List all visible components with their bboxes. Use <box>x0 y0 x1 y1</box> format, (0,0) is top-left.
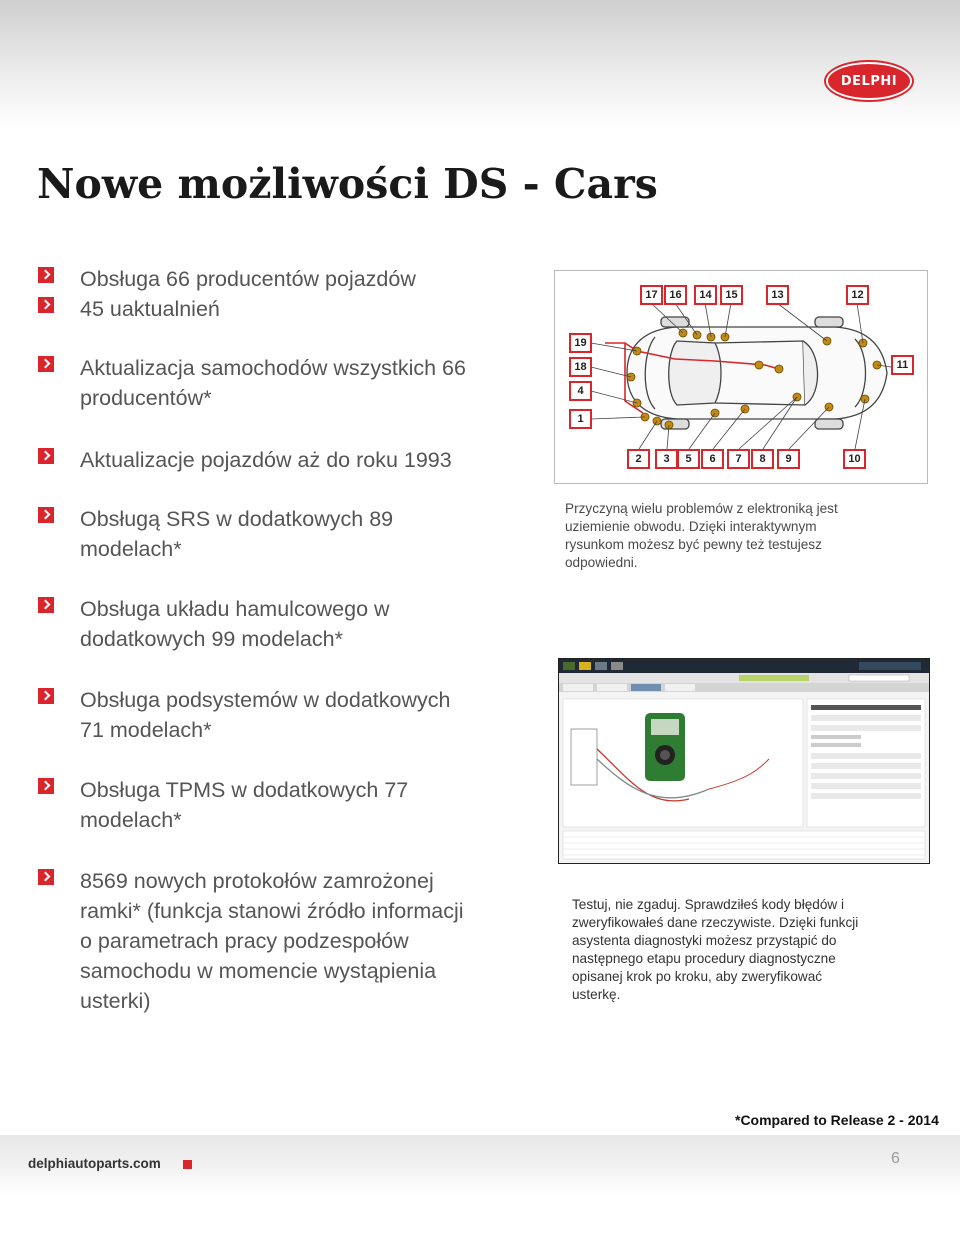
bullet-item <box>38 504 508 564</box>
bullet-text: Aktualizacja samochodów wszystkich 66 producentów* <box>80 356 466 410</box>
bullet-item <box>38 445 508 475</box>
ground-label: 15 <box>720 285 743 305</box>
car-topview-drawing <box>565 281 917 473</box>
ground-label: 5 <box>677 449 700 469</box>
ground-label: 7 <box>727 449 750 469</box>
ground-label: 11 <box>891 355 914 375</box>
bullet-arrow-icon <box>38 356 54 372</box>
bullet-item <box>38 866 538 1016</box>
bullet-arrow-icon <box>38 507 54 523</box>
car-ground-diagram <box>554 270 928 484</box>
bullet-arrow-icon <box>38 448 54 464</box>
ground-label: 8 <box>751 449 774 469</box>
ground-label: 6 <box>701 449 724 469</box>
bullet-text: Obsługa TPMS w dodatkowych 77 modelach* <box>80 778 409 832</box>
bullet-item <box>38 294 508 324</box>
page-number: 6 <box>891 1150 900 1167</box>
footer-website-link[interactable]: delphiautoparts.com <box>28 1156 161 1171</box>
ground-label: 10 <box>843 449 866 469</box>
ground-label: 12 <box>846 285 869 305</box>
bullet-arrow-icon <box>38 778 54 794</box>
ground-label: 1 <box>569 409 592 429</box>
ground-label: 19 <box>569 333 592 353</box>
bullet-text: Obsługa układu hamulcowego w dodatkowych 99 modelach* <box>80 597 390 651</box>
ground-label: 2 <box>627 449 650 469</box>
bullet-arrow-icon <box>38 688 54 704</box>
ground-label: 14 <box>694 285 717 305</box>
ground-caption: Przyczyną wielu problemów z elektroniką jest uziemienie obwodu. Dzięki interaktywnym rysunkom możesz być pewny też testujesz odpowiedni. <box>565 501 838 570</box>
bullet-arrow-icon <box>38 597 54 613</box>
test-caption: Testuj, nie zgaduj. Sprawdziłeś kody błędów i zweryfikowałeś dane rzeczywiste. Dzięki funkcji asystenta diagnostyki możesz przystąpić do następnego etapu procedury diagnostyczne opisanej krok po kroku, aby zweryfikować usterkę. <box>572 897 859 1002</box>
bullet-item <box>38 264 508 294</box>
car-diagram-area <box>565 281 917 473</box>
ground-label: 13 <box>766 285 789 305</box>
bullet-item <box>38 685 508 745</box>
bullet-text: Aktualizacje pojazdów aż do roku 1993 <box>80 448 452 472</box>
bullet-text: Obsługa 66 producentów pojazdów <box>80 267 416 291</box>
ground-label: 9 <box>777 449 800 469</box>
logo-text: DELPHI <box>840 73 898 89</box>
ground-label: 4 <box>569 381 592 401</box>
header-band <box>0 0 960 130</box>
bullet-arrow-icon <box>38 869 54 885</box>
bullet-text: Obsługą SRS w dodatkowych 89 modelach* <box>80 507 394 561</box>
ground-label: 16 <box>664 285 687 305</box>
bullet-text: 8569 nowych protokołów zamrożonej ramki* (funkcja stanowi źródło informacji o parametrach pracy podzespołów samochodu w momencie wystąpienia usterki) <box>80 869 464 1013</box>
bullet-arrow-icon <box>38 297 54 313</box>
software-screenshot-image <box>559 659 929 863</box>
bullet-item <box>38 775 508 835</box>
release-footnote: *Compared to Release 2 - 2014 <box>735 1112 939 1128</box>
page-title: Nowe możliwości DS - Cars <box>37 160 658 208</box>
footer-square-icon <box>183 1160 192 1169</box>
bullet-text: Obsługa podsystemów w dodatkowych 71 modelach* <box>80 688 451 742</box>
bullet-item <box>38 353 508 413</box>
diagnostic-software-screenshot <box>558 658 930 864</box>
ground-label: 18 <box>569 357 592 377</box>
delphi-logo <box>826 62 912 100</box>
ground-label: 17 <box>640 285 663 305</box>
bullet-arrow-icon <box>38 267 54 283</box>
ground-label: 3 <box>655 449 678 469</box>
bullet-text: 45 uaktualnień <box>80 297 220 321</box>
bullet-item <box>38 594 508 654</box>
